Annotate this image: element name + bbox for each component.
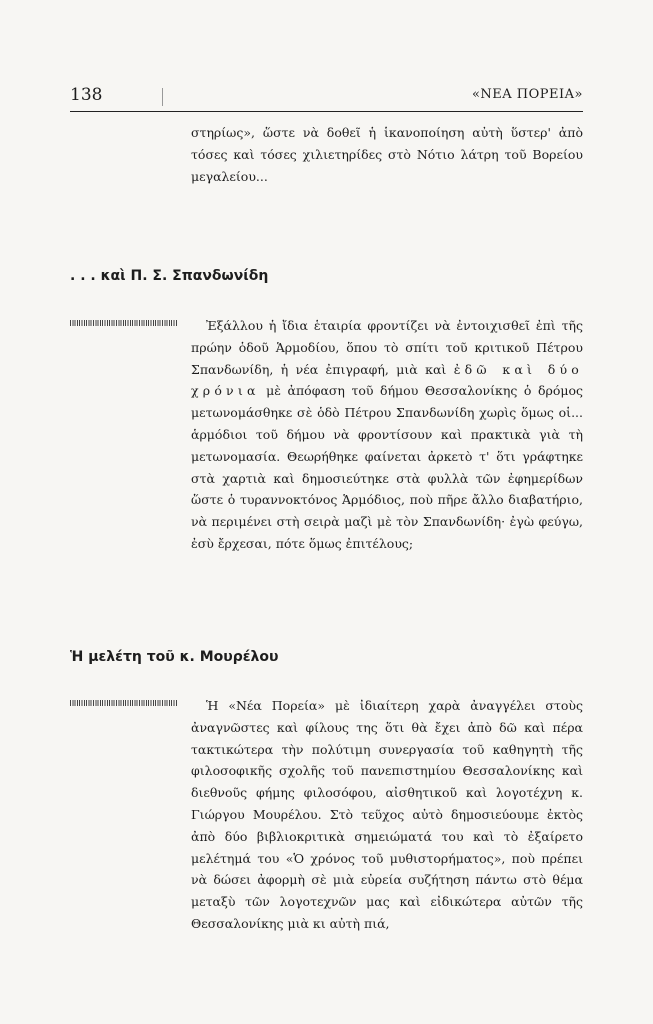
paragraph-text: στηρίως», ὥστε νὰ δοθεῖ ἡ ἱκανοποίηση αὐτὴ ὕστερ' ἀπὸ τόσες καὶ τόσες χιλιετηρίδες στὸ Νότιο λάτρη τοῦ Βορείου μεγαλείου... [191,125,583,184]
section-paragraph-spandonidis [191,315,583,555]
paragraph-text-start: Ἐξάλλου ἡ ἴδια ἑταιρία φροντίζει νὰ ἐντοιχισθεῖ ἐπὶ τῆς πρώην ὁδοῦ Ἁρμοδίου, ὅπου τὸ σπίτι τοῦ κριτικοῦ Πέτρου Σπανδωνίδη, ἡ νέα ἐπιγραφή, μιὰ καὶ [191,318,583,377]
emphasized-spaced-text: ἐδῶ καὶ δύο χρόνια [191,361,583,399]
paragraph-text: Ἡ «Νέα Πορεία» μὲ ἰδιαίτερη χαρὰ ἀναγγέλει στοὺς ἀναγνῶστες καὶ φίλους της ὅτι θὰ ἔχει ἀπὸ δῶ καὶ πέρα τακτικώτερα τὴν πολύτιμη συνεργασία τοῦ καθηγητὴ τῆς φιλοσοφικῆς σχολῆς τοῦ πανεπιστημίου Θεσσαλονίκης καὶ διεθνοῦς φήμης φιλοσόφου, αἰσθητικοῦ καὶ λογοτέχνη κ. Γιώργου Μουρέλου. Στὸ τεῦχος αὐτὸ δημοσιεύουμε ἐκτὸς ἀπὸ δύο βιβλιοκριτικὰ σημειώματά του καὶ τὸ ἐξαίρετο μελέτημά του «Ὁ χρόνος τοῦ μυθιστορήματος», ποὺ πρέπει νὰ δώσει ἀφορμὴ σὲ μιὰ εὐρεία συζήτηση πάντω στὸ θέμα μεταξὺ τῶν λογοτεχνῶν μας καὶ εἰδικώτερα αὐτῶν τῆς Θεσσαλονίκης μιὰ κι αὐτὴ πιά, [191,698,583,931]
page-number: 138 [70,85,103,105]
section-heading-spandonidis: . . . καὶ Π. Σ. Σπανδωνίδη [70,268,269,284]
paragraph [191,315,583,555]
ornamental-rule [70,320,178,326]
continuation-paragraph [191,122,583,187]
journal-title: «ΝΕΑ ΠΟΡΕΙΑ» [471,87,583,102]
paragraph-text-end: μὲ ἀπόφαση τοῦ δήμου Θεσσαλονίκης ὁ δρόμος μετωνομάσθηκε σὲ ὁδὸ Πέτρου Σπανδωνίδη χωρὶς ὅμως οἱ... ἁρμόδιοι τοῦ δήμου νὰ φροντίσουν καὶ πρακτικὰ γιὰ τὴ μετωνομασία. Θεωρήθηκε φαίνεται ἀρκετὸ τ' ὅτι γράφτηκε στὰ χαρτιὰ καὶ δημοσιεύτηκε στὰ φυλλὰ τῶν ἐφημερίδων ὥστε ὁ τυραννοκτόνος Ἁρμόδιος, ποὺ πῆρε ἄλλο διαβατήριο, νὰ περιμένει στὴ σειρὰ μαζὶ μὲ τὸν Σπανδωνίδη· ἐγὼ φεύγω, ἐσὺ ἔρχεσαι, πότε ὅμως ἐπιτέλους; [191,383,583,551]
header-tick-mark [162,88,163,106]
running-head [70,85,583,112]
ornamental-rule [70,700,178,706]
section-paragraph-mourelos [191,695,583,935]
section-heading-mourelos: Ἡ μελέτη τοῦ κ. Μουρέλου [70,649,279,665]
